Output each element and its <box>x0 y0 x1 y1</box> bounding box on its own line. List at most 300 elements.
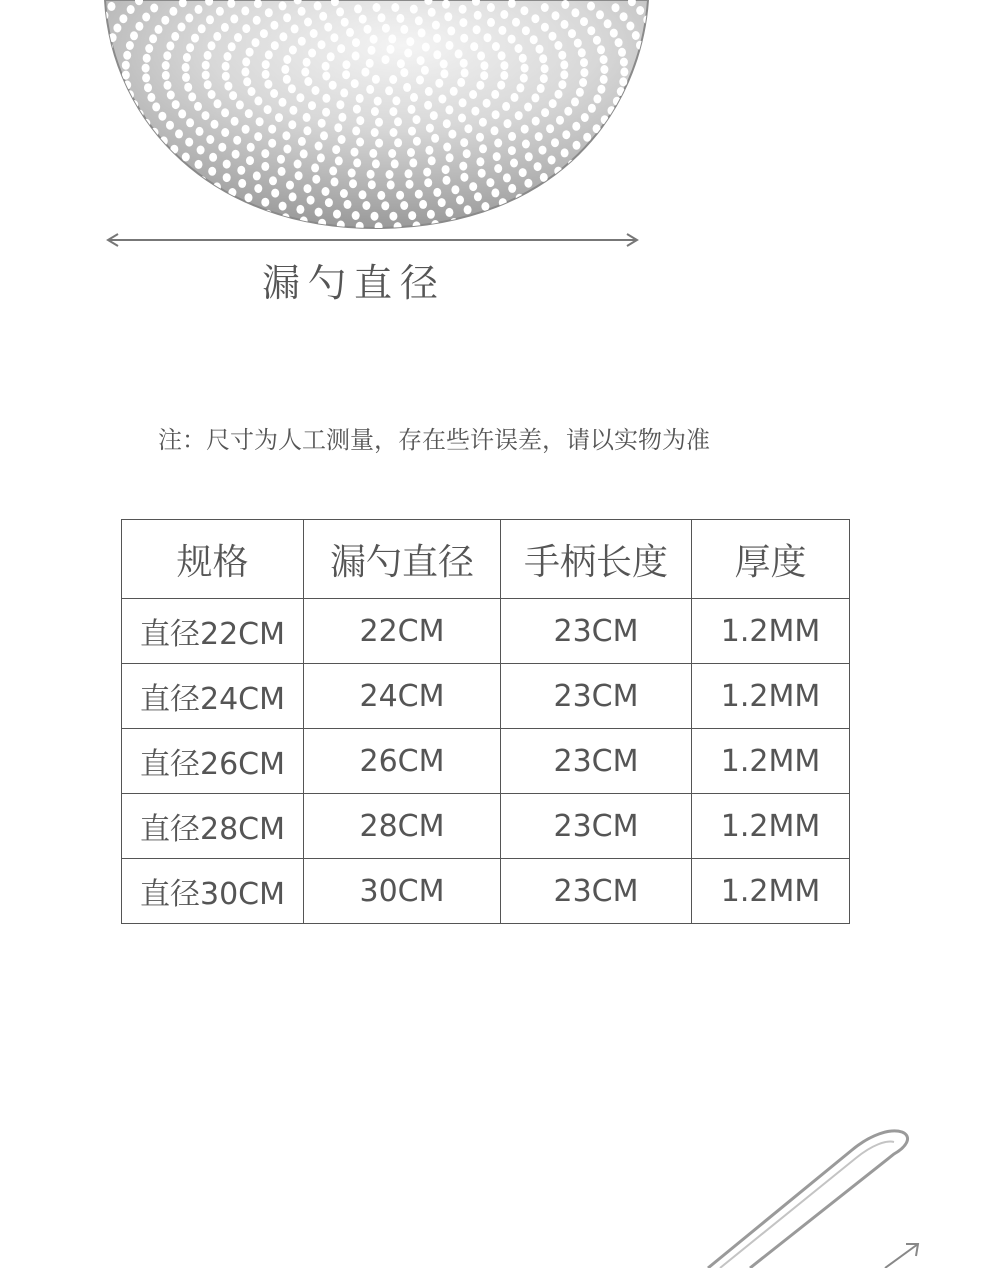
perforation-hole <box>348 169 356 178</box>
header-spec: 规格 <box>122 520 304 599</box>
perforation-hole <box>469 90 477 99</box>
perforation-hole <box>351 79 359 88</box>
perforation-hole <box>194 102 202 111</box>
perforation-hole <box>407 148 415 157</box>
perforation-hole <box>149 34 157 43</box>
perforation-hole <box>661 146 669 155</box>
perforation-hole <box>600 55 608 64</box>
perforation-hole <box>593 94 601 103</box>
perforation-hole <box>283 145 291 154</box>
perforation-hole <box>238 179 246 188</box>
perforation-hole <box>230 201 238 210</box>
perforation-hole <box>670 106 678 115</box>
perforation-hole <box>400 201 408 210</box>
perforation-hole <box>375 118 383 127</box>
perforation-hole <box>516 83 524 92</box>
perforation-hole <box>233 136 241 145</box>
perforation-hole <box>443 143 451 152</box>
perforation-hole <box>371 212 379 221</box>
perforation-hole <box>459 98 467 107</box>
perforation-hole <box>116 111 124 120</box>
perforation-hole <box>655 93 663 102</box>
perforation-hole <box>222 72 230 81</box>
perforation-hole <box>130 31 138 40</box>
perforation-hole <box>460 173 468 182</box>
perforation-hole <box>410 5 418 14</box>
perforation-hole <box>524 103 532 112</box>
perforation-hole <box>202 71 210 80</box>
perforation-hole <box>560 70 568 79</box>
perforation-hole <box>160 136 168 145</box>
perforation-hole <box>298 37 306 46</box>
perforation-hole <box>541 23 549 32</box>
perforation-hole <box>388 149 396 158</box>
perforation-hole <box>470 42 478 51</box>
perforation-hole <box>568 188 576 197</box>
perforation-hole <box>182 153 190 162</box>
perforation-hole <box>242 125 250 134</box>
perforation-hole <box>237 166 245 175</box>
perforation-hole <box>498 51 506 60</box>
perforation-hole <box>142 64 150 73</box>
perforation-hole <box>389 212 397 221</box>
perforation-hole <box>336 100 344 109</box>
perforation-hole <box>552 11 560 20</box>
perforation-hole <box>337 44 345 53</box>
perforation-hole <box>406 180 414 189</box>
perforation-hole <box>159 186 167 195</box>
perforation-hole <box>209 153 217 162</box>
perforation-hole <box>660 74 668 83</box>
perforation-hole <box>283 75 291 84</box>
perforation-hole <box>65 90 73 99</box>
perforation-hole <box>649 25 657 34</box>
perforation-hole <box>392 96 400 105</box>
perforation-hole <box>295 171 303 180</box>
perforation-hole <box>329 81 337 90</box>
perforation-hole <box>684 119 692 128</box>
perforation-hole <box>289 192 297 201</box>
perforation-hole <box>659 54 667 63</box>
perforation-hole <box>508 146 516 155</box>
perforation-hole <box>82 60 90 69</box>
perforation-hole <box>562 130 570 139</box>
perforation-hole <box>371 128 379 137</box>
perforation-hole <box>162 71 170 80</box>
perforation-hole <box>445 105 453 114</box>
perforation-hole <box>265 8 273 17</box>
perforation-hole <box>597 85 605 94</box>
perforation-hole <box>484 33 492 42</box>
perforation-hole <box>264 105 272 114</box>
perforation-hole <box>530 35 538 44</box>
perforation-hole <box>487 3 495 12</box>
perforation-hole <box>142 73 150 82</box>
perforation-hole <box>428 8 436 17</box>
perforation-hole <box>515 111 523 120</box>
perforation-hole <box>346 28 354 37</box>
perforation-hole <box>260 29 268 38</box>
perforation-hole <box>400 68 408 77</box>
perforation-hole <box>388 34 396 43</box>
cell-handle-length: 23CM <box>501 599 692 664</box>
perforation-hole <box>324 23 332 32</box>
perforation-hole <box>390 128 398 137</box>
perforation-hole <box>391 159 399 168</box>
perforation-hole <box>331 177 339 186</box>
perforation-hole <box>308 101 316 110</box>
perforation-hole <box>620 119 628 128</box>
perforation-hole <box>65 41 73 50</box>
perforation-hole <box>504 208 512 217</box>
perforation-hole <box>126 41 134 50</box>
perforation-hole <box>368 180 376 189</box>
perforation-hole <box>433 34 441 43</box>
perforation-hole <box>539 54 547 63</box>
perforation-hole <box>62 71 70 80</box>
perforation-hole <box>678 47 686 56</box>
perforation-hole <box>521 64 529 73</box>
perforation-hole <box>451 185 459 194</box>
perforation-hole <box>579 78 587 87</box>
perforation-hole <box>315 208 323 217</box>
perforation-hole <box>352 51 360 60</box>
perforation-hole <box>403 83 411 92</box>
perforation-hole <box>178 23 186 32</box>
perforation-hole <box>424 101 432 110</box>
perforation-hole <box>699 51 707 60</box>
perforation-hole <box>432 21 440 30</box>
perforation-hole <box>498 26 506 35</box>
perforation-hole <box>426 124 434 133</box>
perforation-hole <box>680 76 688 85</box>
perforation-hole <box>534 162 542 171</box>
perforation-hole <box>666 17 674 26</box>
perforation-hole <box>335 156 343 165</box>
perforation-hole <box>322 94 330 103</box>
perforation-hole <box>371 107 379 116</box>
perforation-hole <box>230 14 238 23</box>
perforation-hole <box>320 131 328 140</box>
perforation-hole <box>699 80 707 89</box>
perforation-hole <box>680 66 688 75</box>
perforation-hole <box>483 99 491 108</box>
perforation-hole <box>522 140 530 149</box>
perforation-hole <box>245 193 253 202</box>
perforation-hole <box>122 120 130 129</box>
perforation-hole <box>219 210 227 219</box>
perforation-hole <box>340 189 348 198</box>
perforation-hole <box>419 200 427 209</box>
table-row <box>122 729 850 794</box>
perforation-hole <box>491 126 499 135</box>
perforation-hole <box>519 54 527 63</box>
perforation-hole <box>697 41 705 50</box>
table-row <box>122 859 850 924</box>
perforation-hole <box>370 35 378 44</box>
perforation-hole <box>79 119 87 128</box>
perforation-hole <box>161 16 169 25</box>
perforation-hole <box>494 164 502 173</box>
table-header-row <box>122 520 850 599</box>
perforation-hole <box>127 5 135 14</box>
perforation-hole <box>178 109 186 118</box>
perforation-hole <box>211 120 219 129</box>
perforation-hole <box>575 198 583 207</box>
perforation-hole <box>157 169 165 178</box>
perforation-hole <box>85 3 93 12</box>
perforation-hole <box>640 70 648 79</box>
perforation-hole <box>478 169 486 178</box>
perforation-hole <box>536 45 544 54</box>
perforation-hole <box>243 77 251 86</box>
perforation-hole <box>508 35 516 44</box>
perforation-hole <box>548 156 556 165</box>
perforation-hole <box>531 93 539 102</box>
perforation-hole <box>387 45 395 54</box>
perforation-hole <box>327 52 335 61</box>
perforation-hole <box>338 135 346 144</box>
perforation-hole <box>381 201 389 210</box>
perforation-hole <box>330 33 338 42</box>
perforation-hole <box>195 160 203 169</box>
perforation-hole <box>632 31 640 40</box>
perforation-hole <box>583 181 591 190</box>
perforation-hole <box>541 64 549 73</box>
perforation-hole <box>560 204 568 213</box>
perforation-hole <box>410 93 418 102</box>
perforation-hole <box>448 130 456 139</box>
perforation-hole <box>622 139 630 148</box>
perforation-hole <box>596 174 604 183</box>
perforation-hole <box>480 61 488 70</box>
perforation-hole <box>387 180 395 189</box>
perforation-hole <box>675 96 683 105</box>
perforation-hole <box>382 24 390 33</box>
perforation-hole <box>119 14 127 23</box>
perforation-hole <box>612 148 620 157</box>
perforation-hole <box>82 70 90 79</box>
perforation-hole <box>477 51 485 60</box>
perforation-hole <box>547 183 555 192</box>
perforation-hole <box>609 167 617 176</box>
perforation-hole <box>626 22 634 31</box>
perforation-hole <box>520 74 528 83</box>
perforation-hole <box>122 163 130 172</box>
perforation-hole <box>265 50 273 59</box>
perforation-hole <box>428 156 436 165</box>
perforation-hole <box>366 59 374 68</box>
perforation-hole <box>314 1 322 10</box>
perforation-hole <box>520 6 528 15</box>
perforation-hole <box>236 100 244 109</box>
perforation-hole <box>279 1 287 10</box>
perforation-hole <box>587 26 595 35</box>
cell-thickness: 1.2MM <box>692 599 850 664</box>
perforation-hole <box>646 112 654 121</box>
perforation-hole <box>184 169 192 178</box>
perforation-hole <box>389 75 397 84</box>
perforation-hole <box>150 4 158 13</box>
perforation-hole <box>620 67 628 76</box>
spec-table <box>121 519 850 924</box>
perforation-hole <box>170 177 178 186</box>
perforation-hole <box>213 32 221 41</box>
perforation-hole <box>69 100 77 109</box>
perforation-hole <box>372 159 380 168</box>
perforation-hole <box>231 117 239 126</box>
perforation-hole <box>247 206 255 215</box>
perforation-hole <box>561 20 569 29</box>
perforation-hole <box>374 97 382 106</box>
perforation-hole <box>554 41 562 50</box>
perforation-hole <box>333 210 341 219</box>
perforation-hole <box>303 126 311 135</box>
perforation-hole <box>63 81 71 90</box>
perforation-hole <box>612 128 620 137</box>
perforation-hole <box>377 191 385 200</box>
perforation-hole <box>160 155 168 164</box>
perforation-hole <box>279 98 287 107</box>
perforation-hole <box>431 134 439 143</box>
perforation-hole <box>618 48 626 57</box>
perforation-hole <box>308 49 316 58</box>
perforation-hole <box>391 3 399 12</box>
perforation-hole <box>206 135 214 144</box>
perforation-hole <box>364 25 372 34</box>
perforation-hole <box>188 199 196 208</box>
perforation-hole <box>494 139 502 148</box>
perforation-hole <box>571 8 579 17</box>
perforation-hole <box>460 59 468 68</box>
perforation-hole <box>658 83 666 92</box>
perforation-hole <box>394 138 402 147</box>
cell-spec: 直径30CM <box>122 859 304 924</box>
perforation-hole <box>540 74 548 83</box>
perforation-hole <box>283 55 291 64</box>
cell-handle-length: 23CM <box>501 664 692 729</box>
perforation-hole <box>349 179 357 188</box>
perforation-hole <box>571 97 579 106</box>
table-row <box>122 599 850 664</box>
perforation-hole <box>318 219 326 228</box>
perforation-hole <box>446 153 454 162</box>
perforation-hole <box>90 30 98 39</box>
perforation-hole <box>317 153 325 162</box>
perforation-hole <box>408 211 416 220</box>
perforation-hole <box>510 218 518 227</box>
perforation-hole <box>433 188 441 197</box>
perforation-hole <box>603 136 611 145</box>
perforation-hole <box>102 72 110 81</box>
cell-spec: 直径26CM <box>122 729 304 794</box>
perforation-hole <box>438 95 446 104</box>
perforation-hole <box>590 192 598 201</box>
perforation-hole <box>256 117 264 126</box>
perforation-hole <box>270 89 278 98</box>
perforation-hole <box>133 171 141 180</box>
perforation-hole <box>589 163 597 172</box>
perforation-hole <box>79 12 87 21</box>
perforation-hole <box>170 145 178 154</box>
perforation-hole <box>103 53 111 62</box>
perforation-hole <box>341 18 349 27</box>
perforation-hole <box>632 151 640 160</box>
perforation-hole <box>463 149 471 158</box>
perforation-hole <box>221 108 229 117</box>
perforation-hole <box>396 14 404 23</box>
perforation-hole <box>123 51 131 60</box>
perforation-hole <box>446 41 454 50</box>
perforation-hole <box>479 118 487 127</box>
perforation-hole <box>556 116 564 125</box>
perforation-hole <box>373 3 381 12</box>
perforation-hole <box>568 29 576 38</box>
perforation-hole <box>322 72 330 81</box>
perforation-hole <box>474 192 482 201</box>
perforation-hole <box>89 99 97 108</box>
perforation-hole <box>144 83 152 92</box>
perforation-hole <box>291 24 299 33</box>
perforation-hole <box>620 12 628 21</box>
perforation-hole <box>443 176 451 185</box>
perforation-hole <box>289 46 297 55</box>
perforation-hole <box>352 126 360 135</box>
perforation-hole <box>298 137 306 146</box>
perforation-hole <box>319 12 327 21</box>
perforation-hole <box>229 91 237 100</box>
perforation-hole <box>492 110 500 119</box>
perforation-hole <box>261 162 269 171</box>
perforation-hole <box>549 99 557 108</box>
perforation-hole <box>693 100 701 109</box>
perforation-hole <box>247 143 255 152</box>
perforation-hole <box>531 14 539 23</box>
perforation-hole <box>593 36 601 45</box>
perforation-hole <box>206 15 214 24</box>
perforation-hole <box>155 25 163 34</box>
perforation-hole <box>615 38 623 47</box>
perforation-hole <box>504 119 512 128</box>
perforation-hole <box>700 60 708 69</box>
header-handle-length: 手柄长度 <box>501 520 692 599</box>
perforation-hole <box>147 93 155 102</box>
perforation-hole <box>85 89 93 98</box>
perforation-hole <box>460 138 468 147</box>
perforation-hole <box>196 127 204 136</box>
perforation-hole <box>464 124 472 133</box>
perforation-hole <box>487 18 495 27</box>
perforation-hole <box>421 66 429 75</box>
perforation-hole <box>275 113 283 122</box>
perforation-hole <box>83 80 91 89</box>
perforation-hole <box>288 84 296 93</box>
perforation-hole <box>204 51 212 60</box>
perforation-hole <box>521 125 529 134</box>
perforation-hole <box>444 12 452 21</box>
perforation-hole <box>342 70 350 79</box>
perforation-hole <box>366 85 374 94</box>
perforation-hole <box>503 173 511 182</box>
perforation-hole <box>617 178 625 187</box>
perforation-hole <box>654 34 662 43</box>
cell-diameter: 22CM <box>304 599 501 664</box>
perforation-hole <box>300 149 308 158</box>
perforation-hole <box>322 108 330 117</box>
perforation-hole <box>642 143 650 152</box>
perforation-hole <box>497 81 505 90</box>
perforation-hole <box>560 60 568 69</box>
